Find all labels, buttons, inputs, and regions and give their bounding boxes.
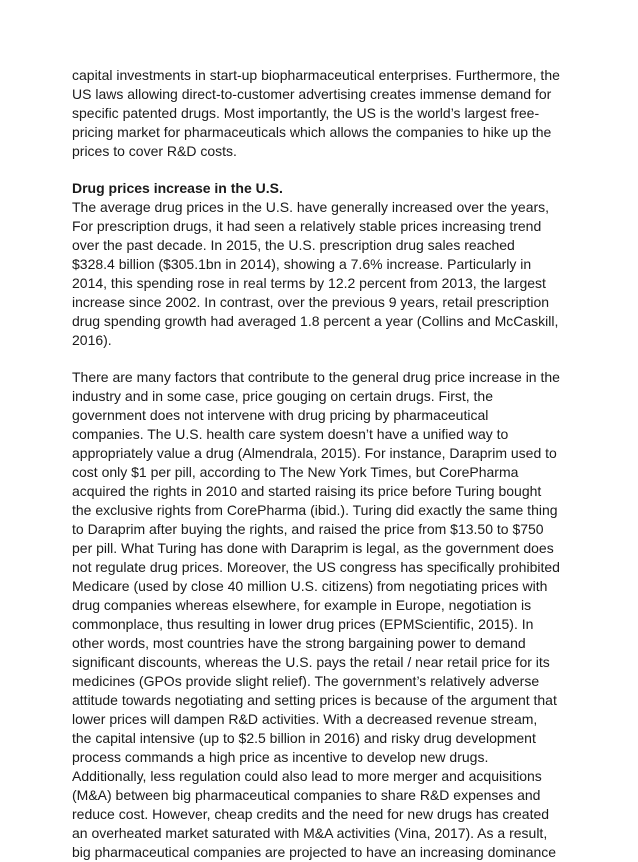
paragraph-spacer <box>72 350 572 368</box>
paragraph-3 <box>72 368 572 862</box>
text-line: $328.4 billion ($305.1bn in 2014), showing a 7.6% increase. Particularly in <box>72 256 532 272</box>
text-line: not regulate drug prices. Moreover, the US congress has specifically prohibited <box>72 559 560 575</box>
text-line: (M&A) between big pharmaceutical companies to share R&D expenses and <box>72 787 541 803</box>
text-line: over the past decade. In 2015, the U.S. prescription drug sales reached <box>72 237 515 253</box>
text-line: Medicare (used by close 40 million U.S. citizens) from negotiating prices with <box>72 578 548 594</box>
text-line: prices to cover R&D costs. <box>72 143 237 159</box>
text-line: the capital intensive (up to $2.5 billion in 2016) and risky drug development <box>72 730 536 746</box>
text-line: the exclusive rights from CorePharma (ibid.). Turing did exactly the same thing <box>72 502 558 518</box>
text-line: pricing market for pharmaceuticals which allows the companies to hike up the <box>72 124 552 140</box>
text-line: increase since 2002. In contrast, over the previous 9 years, retail prescription <box>72 294 550 310</box>
text-line: medicines (GPOs provide slight relief). The government’s relatively adverse <box>72 673 540 689</box>
text-line: reduce cost. However, cheap credits and the need for new drugs has created <box>72 806 550 822</box>
text-line: For prescription drugs, it had seen a relatively stable prices increasing trend <box>72 218 542 234</box>
text-line: significant discounts, whereas the U.S. pays the retail / near retail price for its <box>72 654 550 670</box>
text-line: There are many factors that contribute to the general drug price increase in the <box>72 369 560 385</box>
text-line: per pill. What Turing has done with Daraprim is legal, as the government does <box>72 540 554 556</box>
text-line: drug spending growth had averaged 1.8 percent a year (Collins and McCaskill, <box>72 313 559 329</box>
text-line: 2016). <box>72 332 112 348</box>
text-line: to Daraprim after buying the rights, and raised the price from $13.50 to $750 <box>72 521 544 537</box>
text-line: capital investments in start-up biopharmaceutical enterprises. Furthermore, the <box>72 67 560 83</box>
text-line: big pharmaceutical companies are projected to have an increasing dominance <box>72 844 557 860</box>
text-line: companies. The U.S. health care system doesn’t have a unified way to <box>72 426 509 442</box>
text-line: Additionally, less regulation could also lead to more merger and acquisitions <box>72 768 542 784</box>
text-line: commonplace, thus resulting in lower drug prices (EPMScientific, 2015). In <box>72 616 534 632</box>
text-line: government does not intervene with drug pricing by pharmaceutical <box>72 407 489 423</box>
text-line: process commands a high price as incentive to develop new drugs. <box>72 749 489 765</box>
text-line: cost only $1 per pill, according to The New York Times, but CorePharma <box>72 464 519 480</box>
paragraph-2 <box>72 198 572 350</box>
document-page <box>72 66 572 862</box>
paragraph-1 <box>72 66 572 161</box>
text-line: The average drug prices in the U.S. have generally increased over the years, <box>72 199 550 215</box>
text-line: attitude towards negotiating and setting prices is because of the argument that <box>72 692 557 708</box>
section-heading: Drug prices increase in the U.S. <box>72 180 283 196</box>
text-line: other words, most countries have the strong bargaining power to demand <box>72 635 526 651</box>
text-line: 2014, this spending rose in real terms by 12.2 percent from 2013, the largest <box>72 275 546 291</box>
text-line: an overheated market saturated with M&A activities (Vina, 2017). As a result, <box>72 825 548 841</box>
text-line: acquired the rights in 2010 and started raising its price before Turing bought <box>72 483 542 499</box>
text-line: lower prices will dampen R&D activities. With a decreased revenue stream, <box>72 711 538 727</box>
text-line: appropriately value a drug (Almendrala, 2015). For instance, Daraprim used to <box>72 445 557 461</box>
text-line: US laws allowing direct-to-customer advertising creates immense demand for <box>72 86 552 102</box>
text-line: specific patented drugs. Most importantly, the US is the world’s largest free- <box>72 105 540 121</box>
text-line: drug companies whereas elsewhere, for example in Europe, negotiation is <box>72 597 532 613</box>
text-line: industry and in some case, price gouging on certain drugs. First, the <box>72 388 493 404</box>
